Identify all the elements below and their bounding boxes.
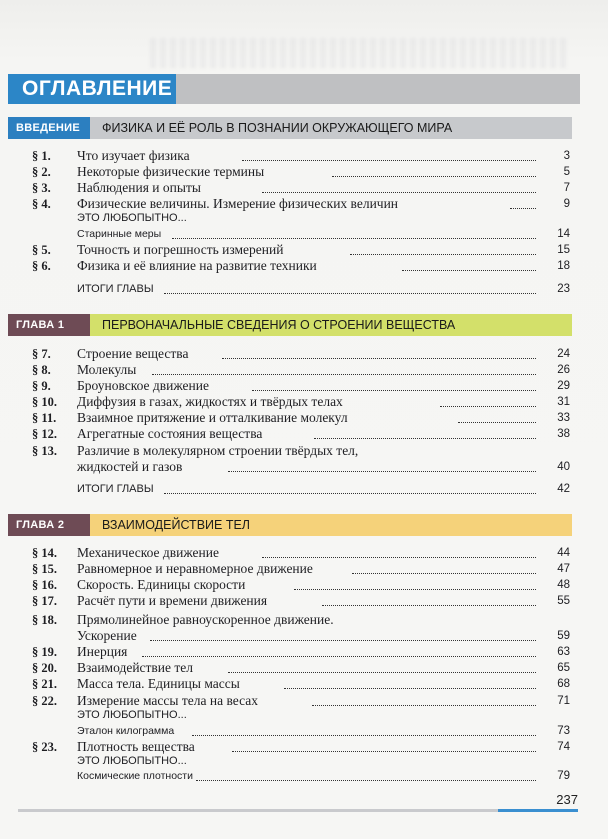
section-header-chapter-1	[8, 314, 572, 336]
entry-number: § 22.	[32, 694, 57, 708]
toc-entry[interactable]	[32, 426, 572, 442]
toc-entry[interactable]	[32, 362, 572, 378]
leader-dots	[284, 688, 536, 689]
entry-page: 3	[563, 150, 570, 162]
leader-dots	[192, 735, 536, 736]
leader-dots	[164, 293, 536, 294]
toc-entry[interactable]	[32, 378, 572, 394]
toc-entry[interactable]	[32, 164, 572, 180]
leader-dots	[312, 705, 536, 706]
entry-page: 38	[557, 428, 570, 440]
toc-entry[interactable]	[32, 612, 572, 628]
toc-entry	[32, 210, 572, 226]
entry-title: Старинные меры	[77, 228, 162, 240]
entry-page: 44	[557, 547, 570, 559]
toc-entry[interactable]	[32, 226, 572, 242]
entry-number: § 14.	[32, 546, 57, 560]
entry-page: 63	[557, 646, 570, 658]
entry-title: Прямолинейное равноускоренное движение.	[77, 612, 334, 627]
toc-entry[interactable]	[32, 723, 572, 739]
bleed-through-text	[150, 38, 570, 68]
entry-number: § 12.	[32, 427, 57, 441]
leader-dots	[228, 672, 536, 673]
entry-title: Наблюдения и опыты	[77, 180, 201, 195]
entry-page: 65	[557, 662, 570, 674]
toc-entry[interactable]	[32, 676, 572, 692]
entry-title: Эталон килограмма	[77, 725, 175, 737]
leader-dots	[172, 238, 536, 239]
entry-title: Физика и её влияние на развитие техники	[77, 258, 317, 273]
toc-entry[interactable]	[32, 410, 572, 426]
entry-number: § 17.	[32, 594, 57, 608]
toc-entry[interactable]	[32, 180, 572, 196]
entry-title: Взаимное притяжение и отталкивание молекул	[77, 410, 348, 425]
entry-page: 5	[563, 166, 570, 178]
entry-page: 68	[557, 678, 570, 690]
toc-entry[interactable]	[32, 561, 572, 577]
entry-page: 18	[557, 260, 570, 272]
entry-number: § 20.	[32, 661, 57, 675]
toc-entry[interactable]	[32, 443, 572, 459]
entry-page: 42	[557, 483, 570, 495]
leader-dots	[142, 656, 536, 657]
toc-entry[interactable]	[32, 281, 572, 297]
entry-page: 47	[557, 563, 570, 575]
toc-entry[interactable]	[32, 768, 572, 784]
leader-dots	[196, 780, 536, 781]
entry-page: 71	[557, 695, 570, 707]
leader-dots	[402, 270, 536, 271]
entry-title: Скорость. Единицы скорости	[77, 577, 246, 592]
entry-title: ЭТО ЛЮБОПЫТНО...	[77, 755, 187, 767]
entry-number: § 1.	[32, 149, 51, 163]
toc-title: ОГЛАВЛЕНИЕ	[8, 74, 176, 104]
leader-dots	[510, 208, 536, 209]
entry-title: Расчёт пути и времени движения	[77, 593, 268, 608]
footer-rule-accent	[498, 809, 578, 812]
entry-title: Строение вещества	[77, 346, 189, 361]
entry-page: 15	[557, 244, 570, 256]
entry-title: Молекулы	[77, 362, 137, 377]
leader-dots	[440, 406, 536, 407]
leader-dots	[252, 390, 536, 391]
entry-number: § 8.	[32, 363, 51, 377]
entry-page: 29	[557, 380, 570, 392]
entry-title: Диффузия в газах, жидкостях и твёрдых телах	[77, 394, 343, 409]
toc-entry[interactable]	[32, 148, 572, 164]
toc-entry	[32, 707, 572, 723]
leader-dots	[164, 493, 536, 494]
entry-number: § 6.	[32, 259, 51, 273]
entry-number: § 18.	[32, 613, 57, 627]
section-tag: ГЛАВА 1	[8, 314, 90, 336]
entry-title: Инерция	[77, 644, 128, 659]
entry-page: 9	[563, 198, 570, 210]
entry-title: Космические плотности	[77, 770, 193, 782]
entry-page: 24	[557, 348, 570, 360]
toc-entry[interactable]	[32, 593, 572, 609]
toc-entry	[32, 753, 572, 769]
leader-dots	[262, 557, 536, 558]
entry-title: Механическое движение	[77, 545, 219, 560]
section-title: ФИЗИКА И ЕЁ РОЛЬ В ПОЗНАНИИ ОКРУЖАЮЩЕГО МИРА	[102, 121, 453, 135]
leader-dots	[314, 438, 536, 439]
entry-title: ЭТО ЛЮБОПЫТНО...	[77, 709, 187, 721]
entry-page: 48	[557, 579, 570, 591]
entry-title: Равномерное и неравномерное движение	[77, 561, 313, 576]
toc-entry[interactable]	[32, 644, 572, 660]
toc-entry[interactable]	[32, 394, 572, 410]
footer-rule	[18, 809, 498, 812]
entry-title: Агрегатные состояния вещества	[77, 426, 263, 441]
entry-page: 7	[563, 182, 570, 194]
entry-title: ИТОГИ ГЛАВЫ	[77, 483, 154, 495]
entry-title: Различие в молекулярном строении твёрдых тел,	[77, 443, 359, 458]
entry-title: Ускорение	[77, 628, 137, 643]
toc-entry[interactable]	[32, 242, 572, 258]
leader-dots	[228, 471, 536, 472]
leader-dots	[322, 605, 536, 606]
entry-title: Плотность вещества	[77, 739, 195, 754]
entry-title: Броуновское движение	[77, 378, 209, 393]
entry-page: 74	[557, 741, 570, 753]
entry-title: Некоторые физические термины	[77, 164, 265, 179]
entry-number: § 3.	[32, 181, 51, 195]
section-title: ПЕРВОНАЧАЛЬНЫЕ СВЕДЕНИЯ О СТРОЕНИИ ВЕЩЕСТВА	[102, 318, 456, 332]
leader-dots	[352, 573, 536, 574]
entry-page: 31	[557, 396, 570, 408]
entry-title: ИТОГИ ГЛАВЫ	[77, 283, 154, 295]
entry-title: жидкостей и газов	[77, 459, 183, 474]
entry-number: § 16.	[32, 578, 57, 592]
entry-number: § 4.	[32, 197, 51, 211]
entry-number: § 10.	[32, 395, 57, 409]
toc-entry[interactable]	[32, 660, 572, 676]
entry-number: § 23.	[32, 740, 57, 754]
entry-number: § 13.	[32, 444, 57, 458]
leader-dots	[242, 160, 536, 161]
entry-number: § 7.	[32, 347, 51, 361]
section-tag: ВВЕДЕНИЕ	[8, 117, 90, 139]
entry-page: 26	[557, 364, 570, 376]
entry-title: Измерение массы тела на весах	[77, 693, 258, 708]
section-tag: ГЛАВА 2	[8, 514, 90, 536]
toc-header-bar	[8, 74, 580, 104]
entry-title: Что изучает физика	[77, 148, 190, 163]
toc-entry[interactable]	[32, 545, 572, 561]
entry-number: § 9.	[32, 379, 51, 393]
entry-number: § 11.	[32, 411, 57, 425]
entry-number: § 5.	[32, 243, 51, 257]
leader-dots	[350, 254, 536, 255]
entry-number: § 19.	[32, 645, 57, 659]
entry-number: § 21.	[32, 677, 57, 691]
entry-number: § 15.	[32, 562, 57, 576]
entry-title: Физические величины. Измерение физических величин	[77, 196, 399, 211]
entry-title: Точность и погрешность измерений	[77, 242, 284, 257]
entry-page: 33	[557, 412, 570, 424]
section-header-intro	[8, 117, 572, 139]
toc-entry[interactable]	[32, 346, 572, 362]
entry-number: § 2.	[32, 165, 51, 179]
entry-page: 55	[557, 595, 570, 607]
leader-dots	[262, 192, 536, 193]
entry-page: 79	[557, 770, 570, 782]
toc-entry[interactable]	[32, 459, 572, 475]
leader-dots	[222, 358, 536, 359]
page-number: 237	[556, 792, 578, 807]
entry-page: 23	[557, 283, 570, 295]
entry-title: Взаимодействие тел	[77, 660, 194, 675]
leader-dots	[294, 589, 536, 590]
section-header-chapter-2	[8, 514, 572, 536]
entry-page: 73	[557, 725, 570, 737]
leader-dots	[152, 374, 536, 375]
leader-dots	[458, 422, 536, 423]
leader-dots	[232, 751, 536, 752]
toc-entry[interactable]	[32, 258, 572, 274]
leader-dots	[332, 176, 536, 177]
toc-entry[interactable]	[32, 628, 572, 644]
entry-title: ЭТО ЛЮБОПЫТНО...	[77, 212, 187, 224]
entry-page: 14	[557, 228, 570, 240]
section-title: ВЗАИМОДЕЙСТВИЕ ТЕЛ	[102, 518, 250, 532]
toc-entry[interactable]	[32, 481, 572, 497]
toc-entry[interactable]	[32, 577, 572, 593]
entry-page: 59	[557, 630, 570, 642]
leader-dots	[150, 640, 536, 641]
entry-page: 40	[557, 461, 570, 473]
entry-title: Масса тела. Единицы массы	[77, 676, 240, 691]
